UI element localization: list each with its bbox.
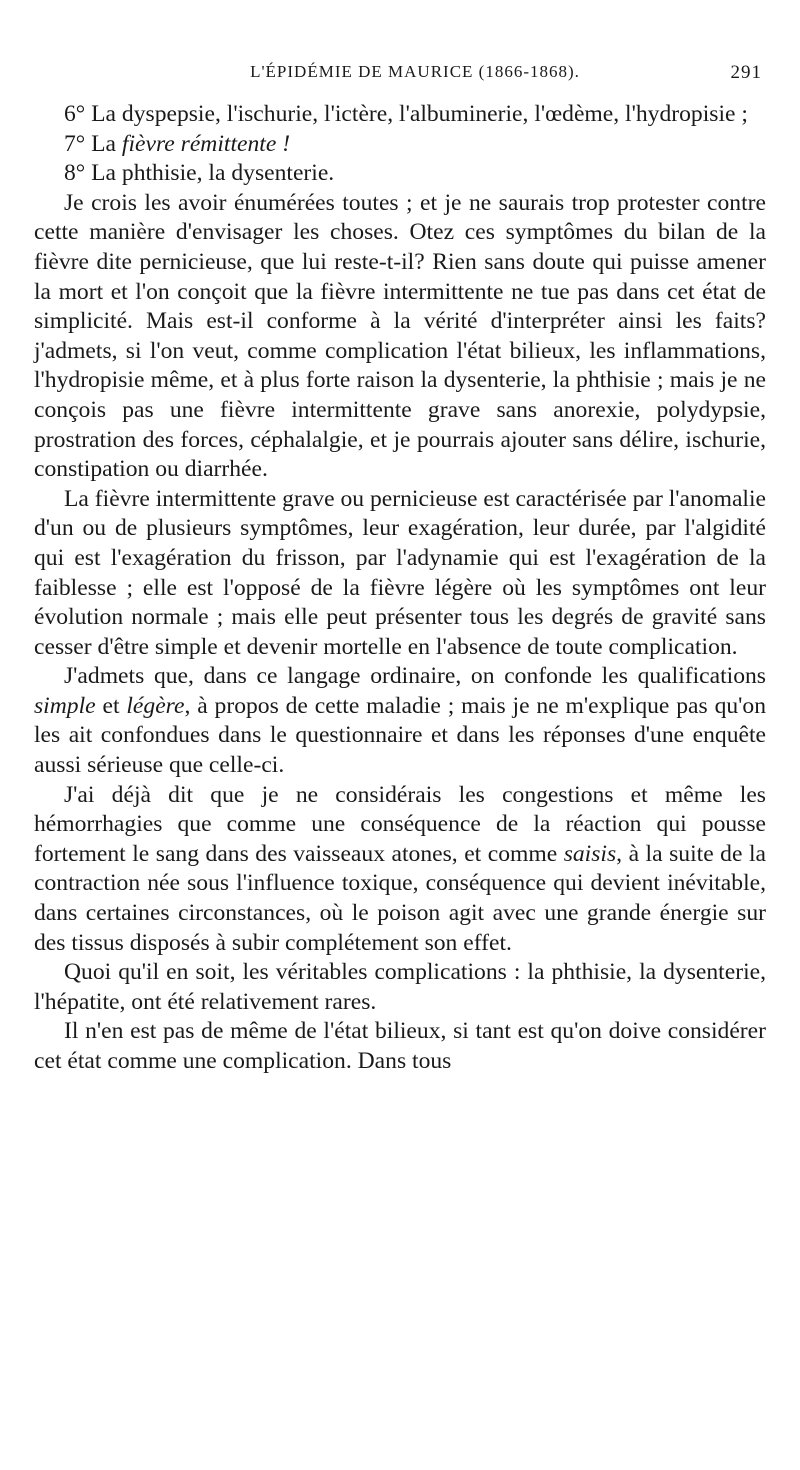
paragraph-3-italic-simple: simple [34,692,96,719]
body-text [34,100,766,1077]
paragraph-3-part-a: J'admets que, dans ce langage ordinaire, on confonde les qualifications [64,663,766,690]
list-item-7 [34,130,766,160]
list-item-8: 8° La phthisie, la dysenterie. [64,160,335,187]
paragraph-5: Quoi qu'il en soit, les véritables complications : la phthisie, la dysenterie, l'hépatite, ont été relativement rares. [34,959,766,1015]
paragraph-3-italic-legere: légère [126,692,185,719]
list-item-7-italic: fièvre rémittente ! [121,130,291,157]
paragraph-3-part-b: et [95,692,127,719]
paragraph-6: Il n'en est pas de même de l'état bilieux, si tant est qu'on doive considérer cet état comme une complication. Dans tous [34,1018,766,1074]
running-header [34,62,766,92]
list-item-7-prefix: 7° La [64,130,122,157]
paragraph-4 [34,781,766,959]
list-item-6: 6° La dyspepsie, l'ischurie, l'ictère, l'albuminerie, l'œdème, l'hydropisie ; [64,101,748,127]
paragraph-2: La fièvre intermittente grave ou pernicieuse est caractérisée par l'anomalie d'un ou de plusieurs symptômes, leur exagération, leur durée, par l'algidité qui est l'exagération du frisson, par l'adynamie qui est l'exagération de la faiblesse ; elle est l'opposé de la fièvre légère où les symptômes ont leur évolution normale ; mais elle peut présenter tous les degrés de gravité sans cesser d'être simple et devenir mortelle en l'absence de toute complication. [34,485,766,660]
page-number: 291 [730,62,762,83]
paragraph-4-part-a: J'ai déjà dit que je ne considérais les congestions et même les hémorrhagies que comme une conséquence de la réaction qui pousse fortement le sang dans des vaisseaux atones, et comme [34,781,766,867]
paragraph-4-part-b: , à la suite de la contraction née sous l'influence toxique, conséquence qui devient inévitable, dans certaines circonstances, où le poison agit avec une grande énergie sur des tissus disposés à subir complétement son effet. [34,840,766,956]
paragraph-3 [34,662,766,780]
paragraph-1: Je crois les avoir énumérées toutes ; et je ne saurais trop protester contre cette manière d'envisager les choses. Otez ces symptômes du bilan de la fièvre dite pernicieuse, que lui reste-t-il? Rien sans doute qui puisse amener la mort et l'on conçoit que la fièvre intermittente ne tue pas dans cet état de simplicité. Mais est-il conforme à la vérité d'interpréter ainsi les faits? j'admets, si l'on veut, comme complication l'état bilieux, les inflammations, l'hydropisie même, et à plus forte raison la dysenterie, la phthisie ; mais je ne conçois pas une fièvre intermittente grave sans anorexie, polydypsie, prostration des forces, céphalalgie, et je pourrais ajouter sans délire, ischurie, constipation ou diarrhée. [34,189,766,483]
paragraph-4-italic-saisis: saisis [563,840,617,867]
running-title: L'ÉPIDÉMIE DE MAURICE (1866-1868). [250,62,580,81]
book-page [34,62,766,1077]
paragraph-3-part-c: , à propos de cette maladie ; mais je ne m'explique pas qu'on les ait confondues dans le questionnaire et dans les réponses d'une enquête aussi sérieuse que celle-ci. [34,692,767,779]
